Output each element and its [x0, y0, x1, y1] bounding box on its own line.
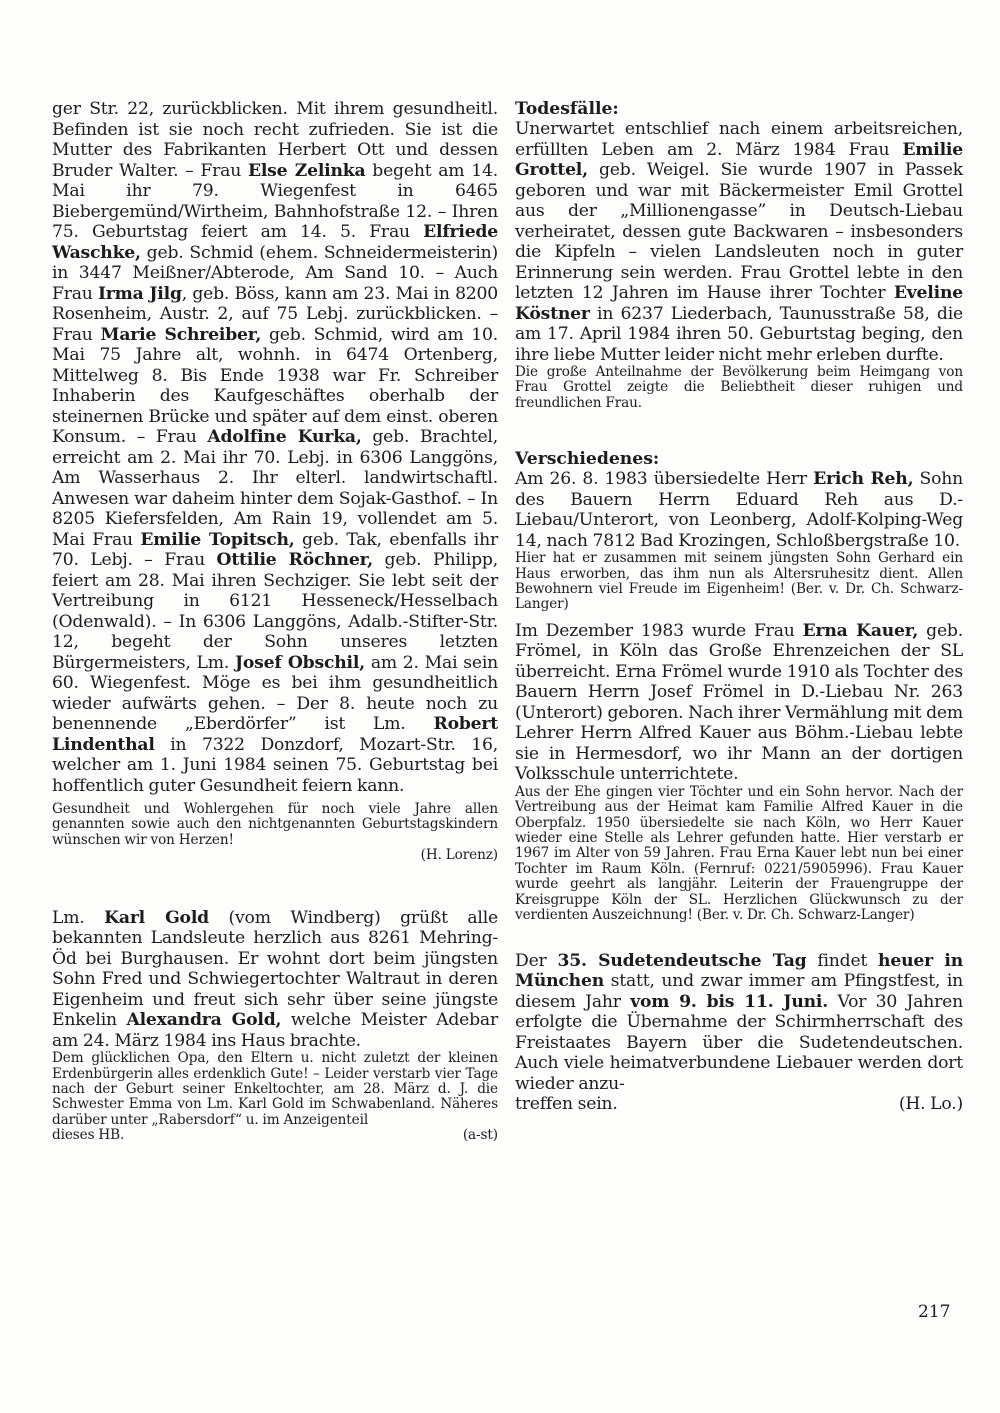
birthday-closing: Gesundheit und Wohlergehen für noch viele Jahre allen genannten sowie auch den nichtgenannten Geburtstagskindern wünschen wir von Herzen! [52, 801, 498, 848]
deaths-heading: Todesfälle: [515, 99, 619, 119]
bold-name: Eveline Köstner [515, 283, 963, 324]
text-run: Unerwartet entschlief nach einem arbeitsreichen, erfüllten Leben am 2. März 1984 Frau [515, 119, 963, 160]
text-run: welche Meister Adebar am 24. März 1984 ins Haus brachte. [52, 1010, 498, 1051]
bold-name: Erich Reh, [813, 469, 914, 490]
bold-name: Alexandra Gold, [126, 1010, 282, 1031]
text-run: Vor 30 Jahren erfolgte die Übernahme der Schirmherrschaft des Freistaates Bayern über die Sudetendeutschen. Auch viele heimatverbundene Liebauer werden dort wieder anzu- [515, 991, 963, 1094]
bold-name: heuer in München [515, 950, 963, 991]
text-run: Sohn des Bauern Herrn Eduard Reh aus D.-Liebau/Unterort, von Leonberg, Adolf-Kolping-Weg 14, nach 7812 Bad Krozingen, Schloßbergstraße 10. [515, 469, 963, 551]
bold-name: Emilie Grottel, [515, 139, 963, 180]
signature-a-st: (a-st) [462, 1127, 498, 1144]
signature-h-lorenz: (H. Lorenz) [420, 847, 498, 864]
text-run: Am 26. 8. 1983 übersiedelte Herr [515, 469, 814, 490]
text-run: am 2. Mai sein 60. Wiegenfest. Möge es bei ihm gesundheitlich wieder aufwärts gehen. – Der 8. heute noch zu benennende „Eberdörfer” ist Lm. [52, 652, 498, 734]
misc-heading: Verschiedenes: [515, 449, 660, 470]
text-run: geb. Frömel, in Köln das Große Ehrenzeichen der SL überreicht. Erna Frömel wurde 1910 als Tochter des Bauern Herrn Josef Frömel in D.-Liebau Nr. 263 (Unterort) geboren. Nach ihrer Vermählung mit dem Lehrer Herrn Alfred Kauer aus Böhm.-Liebau lebte sie in Hermesdorf, wo ihr Mann an der dortigen Volksschule unterrichtete. [515, 620, 963, 785]
right-column [515, 99, 963, 1115]
reh-note: Hier hat er zusammen mit seinem jüngsten Sohn Gerhard ein Haus erworben, das ihm nun als Altersruhesitz dient. Allen Bewohnern viel Freude im Eigenheim! (Ber. v. Dr. Ch. Schwarz-Langer) [515, 550, 963, 613]
bold-name: Ottilie Röchner, [216, 550, 373, 570]
text-run: statt, und zwar immer am Pfingstfest, in diesem Jahr [515, 971, 963, 1012]
bold-name: Robert Lindenthal [52, 714, 498, 755]
sudeten-last-line: treffen sein. [515, 1094, 618, 1114]
reh-announcement [515, 469, 963, 551]
text-run: , geb. Böss, kann am 23. Mai in 8200 Rosenheim, Austr. 2, auf 75 Lebj. zurückblicken. – Frau [52, 283, 499, 345]
text-run: begeht am 14. Mai ihr 79. Wiegenfest in 6465 Biebergemünd/Wirtheim, Bahnhofstraße 12. – Ihren 75. Geburtstag feiert am 14. 5. Frau [52, 160, 498, 242]
kauer-note: Aus der Ehe gingen vier Töchter und ein Sohn hervor. Nach der Vertreibung aus der Heimat kam Familie Alfred Kauer in die Oberpfalz. 1950 übersiedelte sie nach Köln, wo Herr Kauer wieder eine Stelle als Lehrer gefunden hatte. Hier verstarb er 1967 im Alter von 59 Jahren. Frau Erna Kauer lebt nun bei einer Tochter im Raum Köln. (Fernruf: 0221/5905996). Frau Kauer wurde geehrt als langjähr. Leiterin der Frauengruppe der Kreisgruppe Köln der SL. Herzlichen Glückwunsch zu der verdienten Auszeichnung! (Ber. v. Dr. Ch. Schwarz-Langer) [515, 783, 963, 924]
bold-name: Emilie Topitsch, [140, 529, 295, 550]
karl-gold-tail [52, 1128, 498, 1143]
bold-name: Josef Obschil, [234, 652, 365, 673]
bold-name: vom 9. bis 11. Juni. [630, 991, 829, 1012]
bold-name: Marie Schreiber, [100, 324, 262, 345]
text-run: Der [515, 950, 558, 971]
karl-gold-note: Dem glücklichen Opa, den Eltern u. nicht zuletzt der kleinen Erdenbürgerin alles erdenklich Gute! – Leider verstarb vier Tage nach der Geburt seiner Enkeltochter, am 28. März d. J. die Schwester Emma von Lm. Karl Gold im Schwabenland. Näheres darüber unter „Rabersdorf“ u. im Anzeigenteil [52, 1050, 498, 1128]
sudetendeutscher-tag-notice [515, 951, 963, 1095]
text-run: ger Str. 22, zurückblicken. Mit ihrem gesundheitl. Befinden ist sie noch recht zufrieden. Sie ist die Mutter des Fabrikanten Herbert Ott und dessen Bruder Walter. – Frau [52, 99, 498, 181]
text-run: Lm. [52, 907, 105, 928]
text-run: geb. Weigel. Sie wurde 1907 in Passek geboren und war mit Bäckermeister Emil Grottel aus der „Millionengasse” in Deutsch-Liebau verheiratet, dessen gute Backwaren – insbesonders die Kipfeln – vielen Landsleuten noch in guter Erinnerung sein werden. Frau Grottel lebte in den letzten 12 Jahren im Hause ihrer Tochter [515, 160, 963, 303]
text-run: in 6237 Liederbach, Taunusstraße 58, die am 17. April 1984 ihren 50. Geburtstag beging, den ihre liebe Mutter leider nicht mehr erleben durfte. [515, 303, 963, 365]
text-run: geb. Brachtel, erreicht am 2. Mai ihr 70. Lebj. in 6306 Langgöns, Am Wasserhaus 2. Ihr elterl. landwirtschaftl. Anwesen war daheim hinter dem Sojak-Gasthof. – In 8205 Kiefersfelden, Am Rain 19, vollendet am 5. Mai Frau [52, 427, 498, 550]
left-column [52, 99, 498, 1144]
signature-h-lo: (H. Lo.) [898, 1094, 963, 1114]
text-run: findet [806, 950, 879, 971]
text-run: Im Dezember 1983 wurde Frau [515, 620, 803, 641]
kauer-announcement [515, 621, 963, 785]
page-number: 217 [918, 1302, 951, 1322]
text-run: geb. Tak, ebenfalls ihr 70. Lebj. – Frau [52, 529, 498, 570]
bold-name: Karl Gold [104, 907, 209, 928]
bold-name: 35. Sudetendeutsche Tag [557, 950, 807, 971]
bold-name: Erna Kauer, [802, 620, 919, 641]
birthday-announcements [52, 99, 498, 796]
text-run: in 7322 Donzdorf, Mozart-Str. 16, welcher am 1. Juni 1984 seinen 75. Geburtstag bei hoffentlich guter Gesundheit feiern kann. [52, 734, 498, 796]
bold-name: Adolfine Kurka, [207, 427, 362, 447]
karl-gold-note-end: dieses HB. [52, 1127, 125, 1144]
sudeten-tail [515, 1094, 963, 1115]
text-run: geb. Schmid (ehem. Schneidermeisterin) in 3447 Meißner/Abterode, Am Sand 10. – Auch Frau [52, 242, 498, 304]
text-run: geb. Schmid, wird am 10. Mai 75 Jahre alt, wohnh. in 6474 Ortenberg, Mittelweg 8. Bis Ende 1938 war Fr. Schreiber Inhaberin des Kaufgeschäftes oberhalb der steinernen Brücke und später auf dem einst. oberen Konsum. – Frau [52, 324, 499, 447]
karl-gold-announcement [52, 908, 498, 1052]
grottel-obituary [515, 119, 963, 365]
grottel-note: Die große Anteilnahme der Bevölkerung beim Heimgang von Frau Grottel zeigte die Beliebtheit dieser ruhigen und freundlichen Frau. [515, 364, 963, 411]
bold-name: Elfriede Waschke, [52, 222, 498, 263]
bold-name: Irma Jilg [97, 283, 182, 304]
text-run: (vom Windberg) grüßt alle bekannten Landsleute herzlich aus 8261 Mehring-Öd bei Burghausen. Er wohnt dort beim jüngsten Sohn Fred und Schwiegertochter Waltraut in deren Eigenheim und freut sich sehr über seine jüngste Enkelin [52, 907, 498, 1031]
bold-name: Else Zelinka [247, 160, 366, 181]
text-run: geb. Philipp, feiert am 28. Mai ihren Sechziger. Sie lebt seit der Vertreibung in 6121 Hesseneck/Hesselbach (Odenwald). – In 6306 Langgöns, Adalb.-Stifter-Str. 12, begeht der Sohn unseres letzten Bürgermeisters, Lm. [52, 550, 498, 673]
